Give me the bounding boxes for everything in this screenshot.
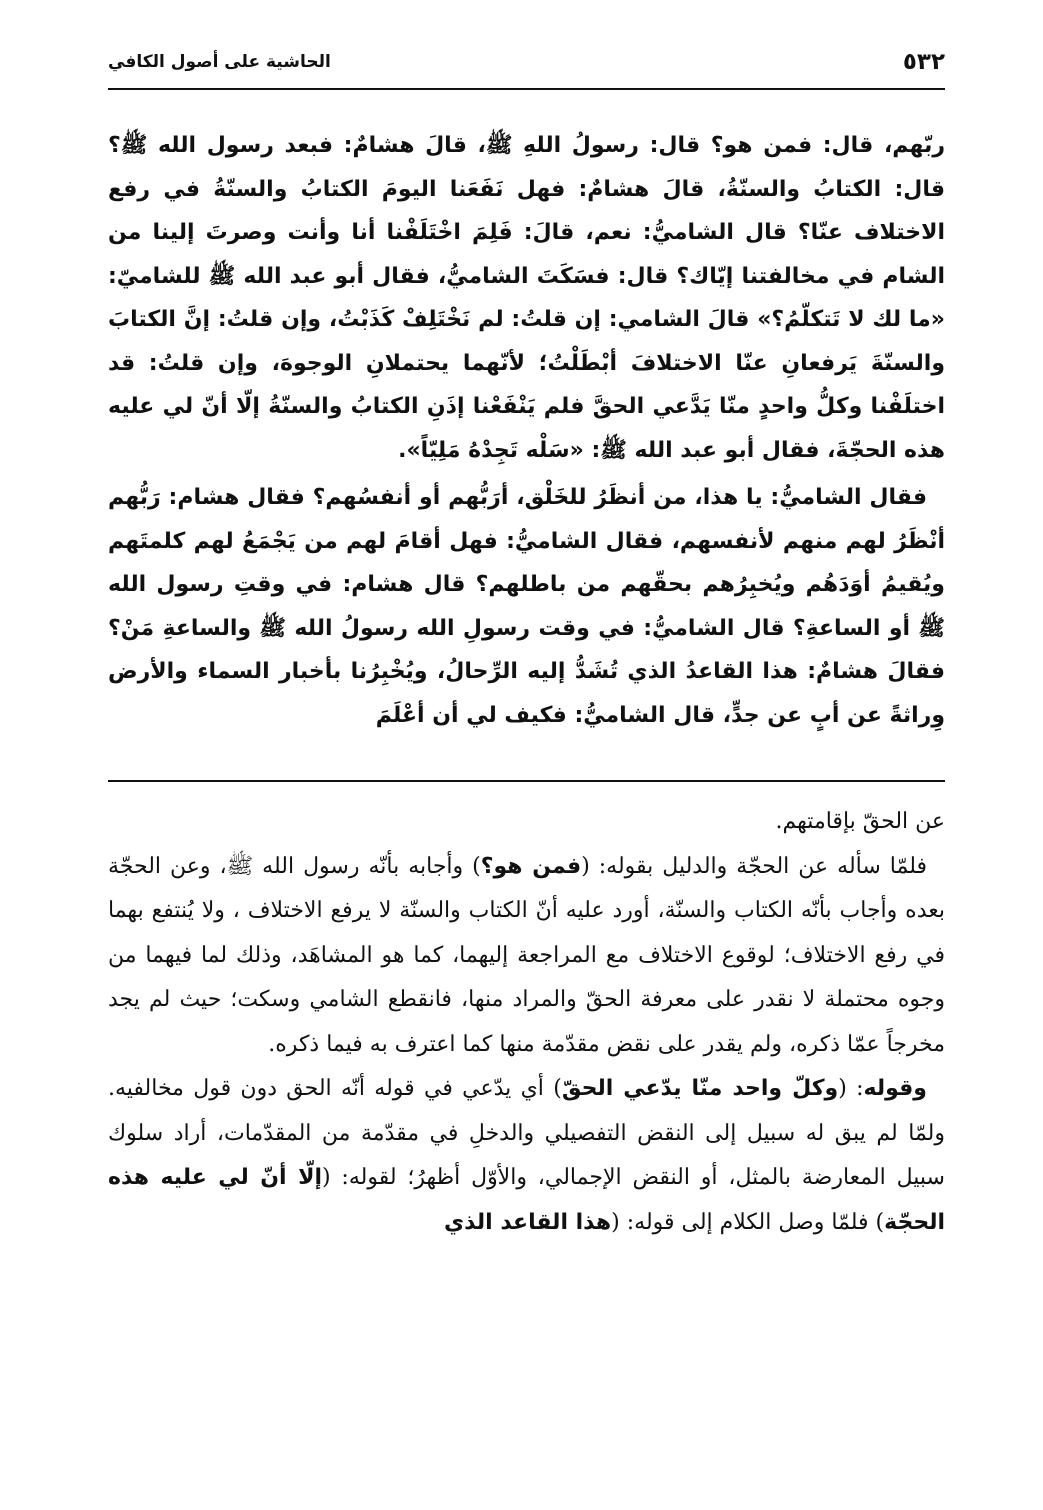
quoted-phrase: فمن هو؟ — [480, 853, 582, 879]
main-paragraph: ربّهم، قال: فمن هو؟ قال: رسولُ اللهِ ﷺ، قالَ هشامٌ: فبعد رسول الله ﷺ؟ قال: الكتابُ والسنّةُ، قالَ هشامٌ: فهل نَفَعَنا اليومَ الكتابُ والسنّةُ في رفع الاختلاف عنّا؟ قال الشاميُّ: نعم، قالَ: فَلِمَ اخْتَلَفْنا أنا وأنت وصرتَ إلينا من الشام في مخالفتنا إيّاك؟ قال: فسَكَتَ الشاميُّ، فقال أبو عبد الله ﷺ للشاميّ: «ما لك لا تَتكلّمُ؟» قالَ الشامي: إن قلتُ: لم نَخْتَلِفْ كَذَبْتُ، وإن قلتُ: إنَّ الكتابَ والسنّةَ يَرفعانِ عنّا الاختلافَ أبْطَلْتُ؛ لأنّهما يحتملانِ الوجوهَ، وإن قلتُ: قد اختلَفْنا وكلُّ واحدٍ منّا يَدَّعي الحقَّ فلم يَنْفَعْنا إذَنِ الكتابُ والسنّةُ إلّا أنّ لي عليه هذه الحجّةَ، فقال أبو عبد الله ﷺ: «سَلْه تَجِدْهُ مَلِيّاً». — [108, 133, 945, 463]
lemma-label: وقوله — [863, 1076, 927, 1101]
commentary-paragraph — [108, 845, 945, 1068]
text-segment: فلمّا سأله عن الحجّة والدليل بقوله: ( — [581, 853, 928, 879]
commentary-text — [108, 800, 945, 1245]
text-segment: : ( — [838, 1076, 864, 1101]
page-number: ٥٣٢ — [902, 49, 945, 75]
quoted-phrase: هذا القاعد الذي — [444, 1209, 612, 1235]
page-header — [108, 40, 945, 84]
quoted-phrase: وكلّ واحد منّا يدّعي الحقّ — [561, 1076, 839, 1101]
text-segment: ) وأجابه بأنّه رسول الله ﷺ، وعن الحجّة بعده وأجاب بأنّه الكتاب والسنّة، أورد عليه أنّ الكتاب والسنّة لا يرفع الاختلاف ، ولا يُنتفع بهما في رفع الاختلاف؛ لوقوع الاختلاف مع المراجعة إليهما، كما هو المشاهَد، وذلك لما فيهما من وجوه محتملة لا نقدر على معرفة الحقّ والمراد منها، فانقطع الشامي وسكت؛ حيث لم يجد مخرجاً عمّا ذكره، ولم يقدر على نقض مقدّمة منها كما اعترف به فيما ذكره. — [108, 853, 945, 1057]
text-segment: ) أي يدّعي في قوله أنّه الحق دون قول مخالفيه. ولمّا لم يبق له سبيل إلى النقض التفصيلي والدخلِ في مقدّمة من المقدّمات، أراد سلوك سبيل المعارضة بالمثل، أو النقض الإجمالي، والأوّل أظهرُ؛ لقوله: ( — [108, 1076, 945, 1190]
main-text — [108, 124, 945, 737]
footnote-divider — [108, 780, 945, 782]
header-rule — [108, 88, 945, 90]
commentary-paragraph: عن الحقّ بإقامتهم. — [775, 809, 945, 834]
running-title: الحاشية على أصول الكافي — [108, 52, 331, 72]
commentary-paragraph — [108, 1067, 945, 1245]
quoted-phrase: إلّا أنّ لي عليه هذه الحجّة — [108, 1165, 945, 1235]
main-paragraph: فقال الشاميُّ: يا هذا، من أنظَرُ للخَلْق، أرَبُّهم أو أنفسُهم؟ فقال هشام: رَبُّهم أنْظَرُ لهم منهم لأنفسهم، فقال الشاميُّ: فهل أقامَ لهم من يَجْمَعُ لهم كلمتَهم ويُقيمُ أوَدَهُم ويُخبِرُهم بحقّهم من باطلهم؟ قال هشام: في وقتِ رسول الله ﷺ أو الساعةِ؟ قال الشاميُّ: في وقت رسولِ الله رسولُ الله ﷺ والساعةِ مَنْ؟ فقالَ هشامٌ: هذا القاعدُ الذي تُشَدُّ إليه الرِّحالُ، ويُخْبِرُنا بأخبار السماء والأرض وِراثةً عن أبٍ عن جدٍّ، قال الشاميُّ: فكيف لي أن أعْلَمَ — [108, 485, 945, 728]
text-segment: ) فلمّا وصل الكلام إلى قوله: ( — [611, 1209, 885, 1235]
